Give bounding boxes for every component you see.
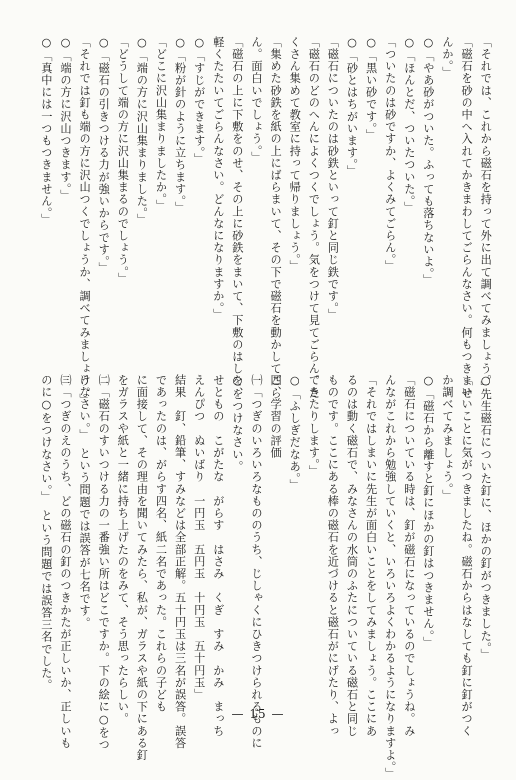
text-column: に面接して、その理由を聞いてみたら、私が、ガラスや紙の下にある釘 <box>135 374 149 762</box>
text-column: ○「磁石の引きつける力が強いからです。」 <box>97 36 111 275</box>
text-column: であったのは、がらす四名、紙二名であった。これらの子ども <box>154 374 168 713</box>
text-column: 「磁石のどのへんによくつくでしょう。気をつけて見てごらん。た <box>307 36 321 399</box>
text-column: ものです。ここにある棒の磁石を近づけると磁石がにげたり、よっ <box>326 374 340 737</box>
page-number: — 15 — <box>231 707 285 721</box>
text-column: けなさい。」 という問題では誤答が七名です。 <box>78 374 92 629</box>
text-column: せともの こがたな がらす はさみ くぎ すみ かみ まっち <box>211 374 225 737</box>
text-column: ○「粉が針のように立ちます。」 <box>173 36 187 214</box>
text-column: ○「黒い砂です。」 <box>364 36 378 142</box>
text-column: てきたりします。」 <box>307 374 321 478</box>
text-column: 「いいことに気がつきましたね。磁石からはなしても釘に釘がつく <box>460 374 474 737</box>
text-column: ○「やあ砂がついた。ふっても落ちないよ。」 <box>421 36 435 287</box>
text-column: んながこれから勉強していくと、いろいろよくわかるようになりますよ。」 <box>383 374 397 780</box>
text-column: るのは動く磁石で、みなさんの水筒のふたについている磁石と同じ <box>345 374 359 737</box>
text-column: くさん集めて教室に持って帰りましょう。」 <box>288 36 302 273</box>
text-column: 「それではしまいに先生が面白いことをしてみましょう。ここにあ <box>364 374 378 737</box>
text-column: 「ついたのは砂ですか、よくみてごらん。」 <box>383 36 397 273</box>
text-column: ○「砂とはちがいます。」 <box>345 36 359 178</box>
text-column: ㈡「磁石のすいつける力の一番強い所はどこですか。下の絵に○をつ <box>97 374 111 751</box>
text-column: 「集めた砂鉄を紙の上にばらまいて、その下で磁石を動かしてごら <box>269 36 283 399</box>
text-column: ○「すじができます。」 <box>192 36 206 166</box>
text-column: ○「端の方に沢山集まりました。」 <box>135 36 149 226</box>
text-column: をガラスや紙と一緒に持ち上げたのをみて、そう思ったらしい。 <box>116 374 130 725</box>
text-column: 「どこに沢山集まりましたか。」 <box>154 36 168 212</box>
text-column: 「それでは釘も端の方に沢山つくでしょうか、調べてみましょう。」 <box>78 36 92 406</box>
text-column: ○「ほんとだ、ついたついた。」 <box>402 36 416 214</box>
text-column: 「磁石についたのは砂鉄といって釘と同じ鉄です。」 <box>326 36 340 321</box>
text-column: 軽くたたいてごらんなさい。どんなになりますか。」 <box>211 36 225 321</box>
text-column: ○先生磁石についた釘に、ほかの釘がつきました。」 <box>479 374 493 661</box>
text-column: か調べてみましょう。」 <box>441 374 454 502</box>
text-column: ㈠「つぎのいろいろなもののうち、じしゃくにひきつけられるものに <box>250 374 263 750</box>
text-column: えんぴつ ぬいばり 一円玉 五円玉 十円玉 五十円玉」 <box>192 374 206 701</box>
text-column: 「磁石についている時は、釘が磁石になっているのでしょうね。み <box>402 374 416 737</box>
text-column: んか。」 <box>441 36 454 79</box>
text-column: 「磁石の上に下敷をのせ、その上に砂鉄をまいて、下敷のはしを、 <box>230 36 244 399</box>
text-column: ん。面白いでしょう。」 <box>250 36 263 164</box>
text-column: ○「端の方に沢山つきます。」 <box>59 36 72 202</box>
text-column: 「それでは、これから磁石を持って外に出て調べてみましょう。」 <box>479 36 493 394</box>
text-column: ㈢「つぎのえのうち、どの磁石の釘のつきかたが正しいか、正しいも <box>59 374 72 750</box>
text-column: ○「真中には一つもつきません。」 <box>39 36 53 226</box>
text-column: のに○をつけなさい。」 という問題では誤答三名でした。 <box>39 374 53 692</box>
text-column: 結果 釘、鉛筆、すみなどは全部正解。五十円玉は三名が誤答。誤答 <box>173 374 187 750</box>
text-column: ○「ふしぎだなあ。」 <box>288 374 302 492</box>
text-column: 四、学習の評価 <box>269 374 283 459</box>
text-column: ○をつけなさい。 <box>230 374 244 473</box>
text-column: 「磁石を砂の中へ入れてかきまわしてごらんなさい。何もつきませ <box>460 36 474 399</box>
text-column: 「どうして端の方に沢山集まるのでしょう。」 <box>116 36 130 285</box>
text-column: ○「磁石から離すと釘にほかの釘はつきません。」 <box>421 374 435 649</box>
